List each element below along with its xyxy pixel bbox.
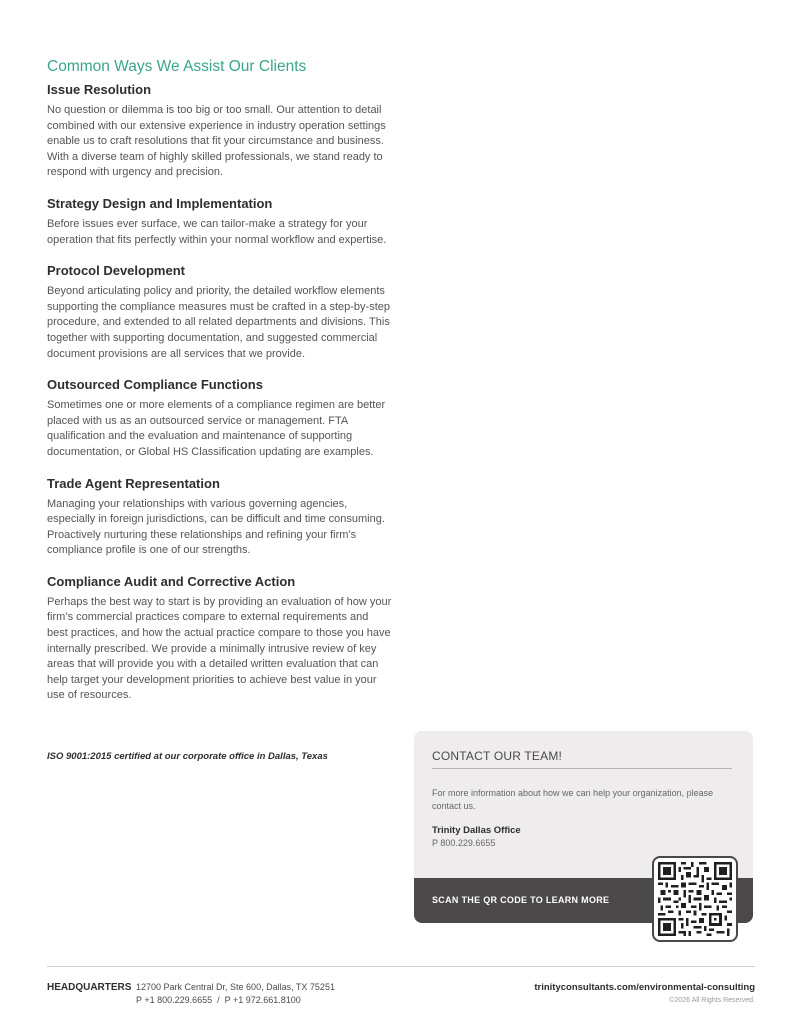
qr-code-icon[interactable]: [652, 856, 738, 942]
section-compliance-audit: [47, 574, 392, 704]
section-title: Strategy Design and Implementation: [47, 195, 273, 211]
headquarters-address: 12700 Park Central Dr, Ste 600, Dallas, TX 75251: [136, 982, 335, 992]
section-body: Managing your relationships with various governing agencies, especially in foreign jurisdictions, can be difficult and time consuming. Proactively nurturing these relationships and refining your firm’s compliance profile is one of our strengths.: [47, 497, 385, 557]
qr-code-graphic: [658, 862, 732, 936]
section-body: Before issues ever surface, we can tailor-make a strategy for your operation that fits perfectly within your normal workflow and expertise.: [47, 217, 387, 246]
contact-title: CONTACT OUR TEAM!: [432, 749, 732, 769]
section-body: Beyond articulating policy and priority, the detailed workflow elements supporting the compliance measures must be crafted in a step-by-step procedure, and extended to all related departments and divisions. This together with supporting documentation, and suggested commercial document provisions are all services that we provide.: [47, 285, 391, 360]
section-body: Perhaps the best way to start is by providing an evaluation of how your firm’s commercial practices compare to external requirements and best practices, and how the actual practice compare to those you have internally prescribed. We provide a minimally intrusive review of key areas that will provide you with a detailed written evaluation that can help target your development priorities to achieve best value in your use of resources.: [47, 595, 392, 702]
scan-label: SCAN THE QR CODE TO LEARN MORE: [432, 895, 610, 905]
section-issue-resolution: [47, 82, 392, 181]
section-title: Outsourced Compliance Functions: [47, 377, 263, 393]
section-body: No question or dilemma is too big or too small. Our attention to detail combined with our extensive experience in industry operation settings enable us to craft resolutions that fit your circumstance and business. With a diverse team of highly skilled professionals, we stand ready to respond with urgency and precision.: [47, 104, 386, 179]
section-title: Trade Agent Representation: [47, 475, 220, 491]
iso-certification-note: ISO 9001:2015 certified at our corporate office in Dallas, Texas: [47, 751, 328, 762]
website-link[interactable]: trinityconsultants.com/environmental-consulting: [534, 982, 755, 993]
section-title: Protocol Development: [47, 263, 185, 279]
section-outsourced-compliance: [47, 377, 392, 460]
section-protocol-development: [47, 263, 392, 362]
headquarters-label: HEADQUARTERS: [47, 982, 132, 993]
copyright-text: ©2026 All Rights Reserved.: [669, 997, 755, 1004]
headquarters-phones[interactable]: P +1 800.229.6655 / P +1 972.661.8100: [136, 995, 301, 1005]
section-strategy-design: [47, 196, 392, 248]
main-content: [47, 58, 392, 719]
office-name: Trinity Dallas Office: [432, 825, 521, 836]
main-heading: Common Ways We Assist Our Clients: [47, 58, 307, 75]
section-body: Sometimes one or more elements of a compliance regimen are better placed with us as an outsourced service or management. FTA qualification and the evaluation and maintenance of supporting documentation, or Global HS Classification updating are examples.: [47, 399, 386, 458]
section-title: Compliance Audit and Corrective Action: [47, 573, 296, 589]
contact-description: For more information about how we can help your organization, please contact us.: [432, 788, 714, 811]
section-title: Issue Resolution: [47, 82, 152, 97]
footer-divider: [47, 966, 755, 967]
office-phone[interactable]: P 800.229.6655: [432, 838, 496, 848]
section-trade-agent: [47, 476, 392, 559]
